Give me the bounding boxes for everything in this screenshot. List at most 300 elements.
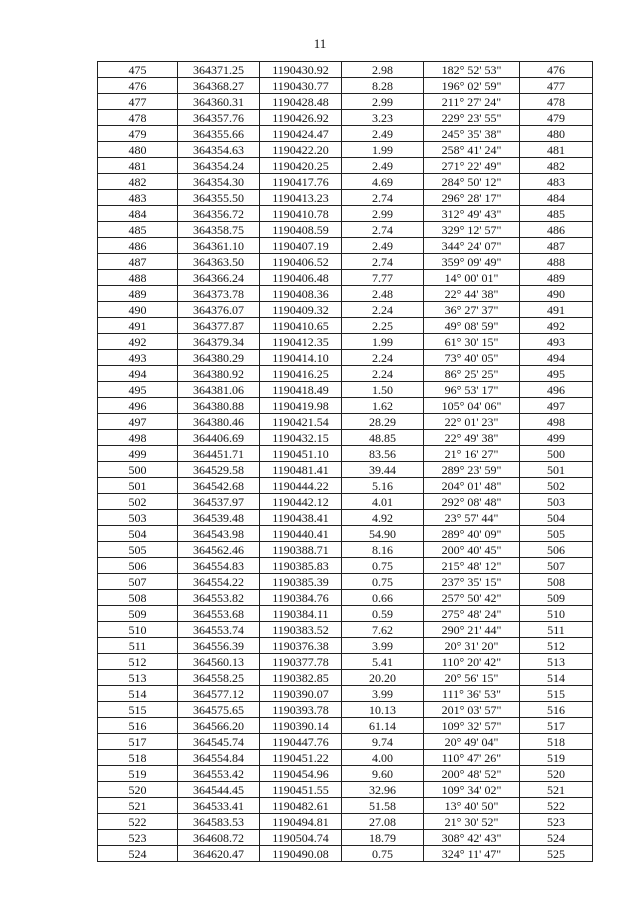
- table-row: [98, 494, 593, 510]
- cell-point-to: 486: [520, 222, 593, 238]
- cell-point-from: 522: [98, 814, 178, 830]
- cell-point-to: 511: [520, 622, 593, 638]
- cell-coord-y: 1190422.20: [260, 142, 342, 158]
- table-row: [98, 846, 593, 862]
- table-row: [98, 190, 593, 206]
- table-row: [98, 318, 593, 334]
- cell-distance: 1.99: [342, 334, 424, 350]
- cell-point-from: 484: [98, 206, 178, 222]
- cell-distance: 2.74: [342, 222, 424, 238]
- cell-coord-y: 1190412.35: [260, 334, 342, 350]
- cell-point-from: 478: [98, 110, 178, 126]
- cell-bearing: 359° 09' 49": [424, 254, 520, 270]
- cell-coord-y: 1190390.07: [260, 686, 342, 702]
- table-row: [98, 782, 593, 798]
- cell-coord-x: 364562.46: [178, 542, 260, 558]
- cell-bearing: 308° 42' 43": [424, 830, 520, 846]
- cell-coord-x: 364355.66: [178, 126, 260, 142]
- cell-coord-y: 1190451.10: [260, 446, 342, 462]
- cell-point-to: 512: [520, 638, 593, 654]
- cell-coord-y: 1190388.71: [260, 542, 342, 558]
- cell-point-to: 505: [520, 526, 593, 542]
- table-row: [98, 158, 593, 174]
- table-row: [98, 446, 593, 462]
- cell-bearing: 211° 27' 24": [424, 94, 520, 110]
- cell-coord-y: 1190420.25: [260, 158, 342, 174]
- table-row: [98, 174, 593, 190]
- cell-bearing: 86° 25' 25": [424, 366, 520, 382]
- cell-distance: 28.29: [342, 414, 424, 430]
- cell-point-to: 519: [520, 750, 593, 766]
- cell-point-to: 499: [520, 430, 593, 446]
- cell-coord-x: 364533.41: [178, 798, 260, 814]
- cell-point-to: 517: [520, 718, 593, 734]
- cell-distance: 2.24: [342, 302, 424, 318]
- table-row: [98, 670, 593, 686]
- cell-coord-x: 364556.39: [178, 638, 260, 654]
- cell-coord-y: 1190444.22: [260, 478, 342, 494]
- table-row: [98, 462, 593, 478]
- table-row: [98, 238, 593, 254]
- cell-coord-y: 1190376.38: [260, 638, 342, 654]
- table-row: [98, 686, 593, 702]
- cell-coord-x: 364366.24: [178, 270, 260, 286]
- cell-coord-y: 1190451.55: [260, 782, 342, 798]
- cell-distance: 3.99: [342, 638, 424, 654]
- cell-point-to: 513: [520, 654, 593, 670]
- cell-point-to: 523: [520, 814, 593, 830]
- cell-coord-x: 364553.68: [178, 606, 260, 622]
- cell-point-to: 495: [520, 366, 593, 382]
- cell-coord-y: 1190428.48: [260, 94, 342, 110]
- cell-coord-x: 364620.47: [178, 846, 260, 862]
- cell-distance: 2.24: [342, 350, 424, 366]
- table-row: [98, 398, 593, 414]
- cell-point-from: 495: [98, 382, 178, 398]
- cell-coord-y: 1190430.92: [260, 62, 342, 78]
- cell-point-to: 482: [520, 158, 593, 174]
- cell-point-to: 515: [520, 686, 593, 702]
- cell-coord-y: 1190410.65: [260, 318, 342, 334]
- cell-coord-y: 1190385.39: [260, 574, 342, 590]
- table-row: [98, 142, 593, 158]
- cell-point-from: 506: [98, 558, 178, 574]
- cell-point-to: 478: [520, 94, 593, 110]
- cell-bearing: 21° 16' 27": [424, 446, 520, 462]
- page-number: 11: [313, 36, 327, 51]
- cell-coord-x: 364543.98: [178, 526, 260, 542]
- cell-distance: 27.08: [342, 814, 424, 830]
- table-row: [98, 814, 593, 830]
- cell-distance: 2.99: [342, 94, 424, 110]
- cell-point-from: 520: [98, 782, 178, 798]
- cell-point-to: 483: [520, 174, 593, 190]
- table-row: [98, 270, 593, 286]
- cell-coord-y: 1190406.52: [260, 254, 342, 270]
- cell-point-from: 489: [98, 286, 178, 302]
- table-row: [98, 798, 593, 814]
- table-row: [98, 830, 593, 846]
- cell-distance: 83.56: [342, 446, 424, 462]
- cell-coord-x: 364575.65: [178, 702, 260, 718]
- cell-coord-y: 1190393.78: [260, 702, 342, 718]
- cell-coord-y: 1190421.54: [260, 414, 342, 430]
- table-row: [98, 510, 593, 526]
- cell-bearing: 110° 47' 26": [424, 750, 520, 766]
- cell-distance: 2.74: [342, 190, 424, 206]
- cell-point-from: 497: [98, 414, 178, 430]
- cell-bearing: 292° 08' 48": [424, 494, 520, 510]
- cell-coord-x: 364379.34: [178, 334, 260, 350]
- table-row: [98, 286, 593, 302]
- cell-point-from: 511: [98, 638, 178, 654]
- cell-distance: 2.24: [342, 366, 424, 382]
- cell-coord-y: 1190382.85: [260, 670, 342, 686]
- cell-distance: 9.60: [342, 766, 424, 782]
- cell-point-from: 501: [98, 478, 178, 494]
- cell-point-to: 524: [520, 830, 593, 846]
- cell-coord-x: 364558.25: [178, 670, 260, 686]
- cell-point-to: 496: [520, 382, 593, 398]
- cell-bearing: 344° 24' 07": [424, 238, 520, 254]
- cell-bearing: 289° 23' 59": [424, 462, 520, 478]
- cell-coord-x: 364577.12: [178, 686, 260, 702]
- cell-point-to: 516: [520, 702, 593, 718]
- cell-coord-y: 1190438.41: [260, 510, 342, 526]
- cell-point-to: 520: [520, 766, 593, 782]
- cell-distance: 2.49: [342, 158, 424, 174]
- cell-coord-y: 1190454.96: [260, 766, 342, 782]
- cell-coord-y: 1190410.78: [260, 206, 342, 222]
- cell-bearing: 296° 28' 17": [424, 190, 520, 206]
- table-row: [98, 622, 593, 638]
- cell-point-to: 493: [520, 334, 593, 350]
- cell-bearing: 196° 02' 59": [424, 78, 520, 94]
- cell-distance: 2.74: [342, 254, 424, 270]
- cell-bearing: 258° 41' 24": [424, 142, 520, 158]
- cell-point-from: 515: [98, 702, 178, 718]
- cell-coord-y: 1190390.14: [260, 718, 342, 734]
- cell-point-from: 524: [98, 846, 178, 862]
- cell-point-from: 496: [98, 398, 178, 414]
- cell-coord-y: 1190430.77: [260, 78, 342, 94]
- cell-distance: 10.13: [342, 702, 424, 718]
- cell-point-to: 525: [520, 846, 593, 862]
- cell-distance: 20.20: [342, 670, 424, 686]
- cell-coord-x: 364355.50: [178, 190, 260, 206]
- cell-coord-x: 364553.42: [178, 766, 260, 782]
- table-row: [98, 78, 593, 94]
- cell-bearing: 229° 23' 55": [424, 110, 520, 126]
- cell-coord-x: 364381.06: [178, 382, 260, 398]
- table-row: [98, 574, 593, 590]
- cell-point-to: 480: [520, 126, 593, 142]
- cell-point-to: 489: [520, 270, 593, 286]
- cell-point-from: 512: [98, 654, 178, 670]
- cell-bearing: 36° 27' 37": [424, 302, 520, 318]
- cell-coord-y: 1190413.23: [260, 190, 342, 206]
- cell-bearing: 275° 48' 24": [424, 606, 520, 622]
- cell-coord-x: 364542.68: [178, 478, 260, 494]
- cell-distance: 2.48: [342, 286, 424, 302]
- cell-distance: 1.50: [342, 382, 424, 398]
- cell-bearing: 73° 40' 05": [424, 350, 520, 366]
- cell-bearing: 21° 30' 52": [424, 814, 520, 830]
- cell-coord-x: 364373.78: [178, 286, 260, 302]
- cell-bearing: 245° 35' 38": [424, 126, 520, 142]
- cell-point-to: 508: [520, 574, 593, 590]
- cell-coord-y: 1190494.81: [260, 814, 342, 830]
- cell-point-from: 504: [98, 526, 178, 542]
- cell-point-from: 483: [98, 190, 178, 206]
- cell-bearing: 105° 04' 06": [424, 398, 520, 414]
- cell-point-from: 480: [98, 142, 178, 158]
- cell-point-to: 498: [520, 414, 593, 430]
- cell-point-from: 523: [98, 830, 178, 846]
- cell-coord-x: 364358.75: [178, 222, 260, 238]
- cell-bearing: 49° 08' 59": [424, 318, 520, 334]
- table-row: [98, 542, 593, 558]
- table-row: [98, 558, 593, 574]
- cell-coord-x: 364545.74: [178, 734, 260, 750]
- cell-point-to: 484: [520, 190, 593, 206]
- cell-coord-x: 364554.84: [178, 750, 260, 766]
- cell-coord-x: 364553.74: [178, 622, 260, 638]
- cell-point-to: 518: [520, 734, 593, 750]
- cell-bearing: 22° 44' 38": [424, 286, 520, 302]
- table-row: [98, 206, 593, 222]
- cell-bearing: 200° 48' 52": [424, 766, 520, 782]
- cell-bearing: 324° 11' 47": [424, 846, 520, 862]
- cell-point-from: 475: [98, 62, 178, 78]
- cell-point-from: 516: [98, 718, 178, 734]
- table-row: [98, 526, 593, 542]
- cell-coord-y: 1190408.59: [260, 222, 342, 238]
- cell-bearing: 23° 57' 44": [424, 510, 520, 526]
- cell-bearing: 204° 01' 48": [424, 478, 520, 494]
- cell-coord-x: 364544.45: [178, 782, 260, 798]
- cell-coord-x: 364537.97: [178, 494, 260, 510]
- cell-distance: 7.62: [342, 622, 424, 638]
- cell-point-from: 499: [98, 446, 178, 462]
- cell-coord-y: 1190482.61: [260, 798, 342, 814]
- cell-bearing: 215° 48' 12": [424, 558, 520, 574]
- cell-coord-x: 364554.83: [178, 558, 260, 574]
- cell-point-from: 498: [98, 430, 178, 446]
- cell-distance: 0.75: [342, 558, 424, 574]
- cell-bearing: 13° 40' 50": [424, 798, 520, 814]
- cell-point-from: 491: [98, 318, 178, 334]
- cell-point-to: 500: [520, 446, 593, 462]
- cell-bearing: 109° 32' 57": [424, 718, 520, 734]
- table-row: [98, 478, 593, 494]
- table-row: [98, 734, 593, 750]
- cell-point-to: 485: [520, 206, 593, 222]
- cell-bearing: 289° 40' 09": [424, 526, 520, 542]
- cell-point-from: 502: [98, 494, 178, 510]
- cell-point-from: 486: [98, 238, 178, 254]
- cell-point-to: 514: [520, 670, 593, 686]
- cell-distance: 4.92: [342, 510, 424, 526]
- cell-bearing: 22° 01' 23": [424, 414, 520, 430]
- table-row: [98, 654, 593, 670]
- cell-distance: 9.74: [342, 734, 424, 750]
- cell-point-from: 505: [98, 542, 178, 558]
- cell-distance: 2.49: [342, 126, 424, 142]
- cell-coord-y: 1190377.78: [260, 654, 342, 670]
- cell-distance: 39.44: [342, 462, 424, 478]
- cell-bearing: 237° 35' 15": [424, 574, 520, 590]
- cell-distance: 18.79: [342, 830, 424, 846]
- cell-point-to: 502: [520, 478, 593, 494]
- cell-coord-x: 364354.30: [178, 174, 260, 190]
- table-row: [98, 430, 593, 446]
- cell-bearing: 22° 49' 38": [424, 430, 520, 446]
- cell-distance: 3.99: [342, 686, 424, 702]
- table-row: [98, 750, 593, 766]
- cell-point-from: 503: [98, 510, 178, 526]
- cell-point-from: 509: [98, 606, 178, 622]
- table-row: [98, 638, 593, 654]
- cell-distance: 4.69: [342, 174, 424, 190]
- table-row: [98, 766, 593, 782]
- cell-coord-x: 364566.20: [178, 718, 260, 734]
- cell-point-from: 513: [98, 670, 178, 686]
- cell-point-from: 485: [98, 222, 178, 238]
- cell-coord-y: 1190419.98: [260, 398, 342, 414]
- cell-point-from: 517: [98, 734, 178, 750]
- cell-point-from: 493: [98, 350, 178, 366]
- cell-point-from: 481: [98, 158, 178, 174]
- cell-coord-y: 1190407.19: [260, 238, 342, 254]
- cell-point-to: 497: [520, 398, 593, 414]
- cell-bearing: 20° 31' 20": [424, 638, 520, 654]
- table-row: [98, 702, 593, 718]
- cell-coord-y: 1190414.10: [260, 350, 342, 366]
- cell-coord-y: 1190424.47: [260, 126, 342, 142]
- cell-bearing: 182° 52' 53": [424, 62, 520, 78]
- cell-distance: 2.99: [342, 206, 424, 222]
- cell-distance: 8.16: [342, 542, 424, 558]
- coordinates-table: [97, 61, 593, 862]
- cell-coord-y: 1190440.41: [260, 526, 342, 542]
- cell-point-to: 488: [520, 254, 593, 270]
- cell-coord-y: 1190385.83: [260, 558, 342, 574]
- cell-coord-y: 1190409.32: [260, 302, 342, 318]
- cell-point-to: 481: [520, 142, 593, 158]
- cell-bearing: 200° 40' 45": [424, 542, 520, 558]
- cell-bearing: 312° 49' 43": [424, 206, 520, 222]
- cell-coord-y: 1190384.11: [260, 606, 342, 622]
- cell-point-from: 510: [98, 622, 178, 638]
- cell-point-from: 492: [98, 334, 178, 350]
- cell-coord-x: 364451.71: [178, 446, 260, 462]
- cell-coord-x: 364560.13: [178, 654, 260, 670]
- table-row: [98, 350, 593, 366]
- cell-coord-x: 364363.50: [178, 254, 260, 270]
- table-row: [98, 254, 593, 270]
- cell-distance: 32.96: [342, 782, 424, 798]
- cell-bearing: 201° 03' 57": [424, 702, 520, 718]
- cell-point-to: 507: [520, 558, 593, 574]
- cell-distance: 8.28: [342, 78, 424, 94]
- cell-point-to: 479: [520, 110, 593, 126]
- cell-distance: 5.41: [342, 654, 424, 670]
- cell-coord-y: 1190451.22: [260, 750, 342, 766]
- table-row: [98, 606, 593, 622]
- table-row: [98, 110, 593, 126]
- cell-point-to: 477: [520, 78, 593, 94]
- cell-coord-y: 1190384.76: [260, 590, 342, 606]
- table-body: [98, 62, 593, 862]
- cell-coord-x: 364554.22: [178, 574, 260, 590]
- cell-coord-y: 1190416.25: [260, 366, 342, 382]
- cell-coord-x: 364539.48: [178, 510, 260, 526]
- cell-distance: 0.75: [342, 846, 424, 862]
- cell-distance: 0.59: [342, 606, 424, 622]
- table-row: [98, 62, 593, 78]
- cell-distance: 1.99: [342, 142, 424, 158]
- cell-bearing: 257° 50' 42": [424, 590, 520, 606]
- table-row: [98, 414, 593, 430]
- table-row: [98, 126, 593, 142]
- cell-distance: 4.00: [342, 750, 424, 766]
- cell-distance: 51.58: [342, 798, 424, 814]
- cell-point-to: 491: [520, 302, 593, 318]
- cell-coord-x: 364380.46: [178, 414, 260, 430]
- cell-coord-y: 1190418.49: [260, 382, 342, 398]
- cell-bearing: 329° 12' 57": [424, 222, 520, 238]
- cell-coord-x: 364357.76: [178, 110, 260, 126]
- cell-bearing: 271° 22' 49": [424, 158, 520, 174]
- cell-point-from: 494: [98, 366, 178, 382]
- cell-point-to: 494: [520, 350, 593, 366]
- cell-bearing: 96° 53' 17": [424, 382, 520, 398]
- cell-distance: 2.49: [342, 238, 424, 254]
- cell-coord-y: 1190442.12: [260, 494, 342, 510]
- cell-point-from: 487: [98, 254, 178, 270]
- cell-distance: 1.62: [342, 398, 424, 414]
- cell-distance: 48.85: [342, 430, 424, 446]
- cell-coord-y: 1190447.76: [260, 734, 342, 750]
- cell-point-to: 522: [520, 798, 593, 814]
- cell-coord-y: 1190504.74: [260, 830, 342, 846]
- cell-point-to: 501: [520, 462, 593, 478]
- cell-coord-x: 364354.24: [178, 158, 260, 174]
- cell-coord-x: 364371.25: [178, 62, 260, 78]
- cell-coord-y: 1190481.41: [260, 462, 342, 478]
- cell-distance: 54.90: [342, 526, 424, 542]
- cell-point-from: 514: [98, 686, 178, 702]
- cell-coord-x: 364608.72: [178, 830, 260, 846]
- cell-point-from: 477: [98, 94, 178, 110]
- cell-point-from: 518: [98, 750, 178, 766]
- cell-bearing: 110° 20' 42": [424, 654, 520, 670]
- table-row: [98, 302, 593, 318]
- cell-coord-x: 364380.29: [178, 350, 260, 366]
- cell-coord-x: 364380.92: [178, 366, 260, 382]
- cell-point-from: 508: [98, 590, 178, 606]
- cell-point-from: 476: [98, 78, 178, 94]
- cell-coord-y: 1190426.92: [260, 110, 342, 126]
- cell-distance: 0.75: [342, 574, 424, 590]
- cell-coord-x: 364368.27: [178, 78, 260, 94]
- cell-point-from: 488: [98, 270, 178, 286]
- cell-bearing: 20° 56' 15": [424, 670, 520, 686]
- cell-coord-y: 1190432.15: [260, 430, 342, 446]
- cell-point-to: 506: [520, 542, 593, 558]
- cell-coord-x: 364380.88: [178, 398, 260, 414]
